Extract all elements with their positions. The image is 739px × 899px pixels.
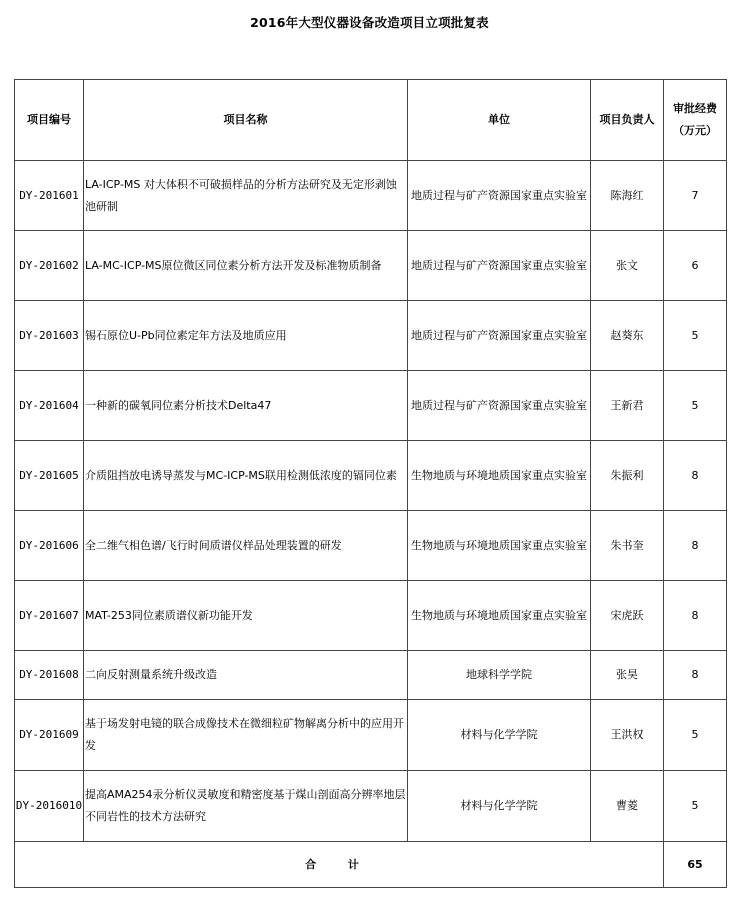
project-name: 锡石原位U-Pb同位素定年方法及地质应用: [84, 301, 408, 371]
header-code: 项目编号: [15, 80, 84, 161]
project-code: DY-201608: [15, 651, 84, 700]
project-name: 二向反射测量系统升级改造: [84, 651, 408, 700]
project-fund: 8: [664, 441, 727, 511]
header-row: [15, 80, 727, 161]
project-fund: 6: [664, 231, 727, 301]
project-leader: 朱振利: [591, 441, 664, 511]
header-unit: 单位: [408, 80, 591, 161]
project-fund: 8: [664, 651, 727, 700]
project-leader: 朱书奎: [591, 511, 664, 581]
table-row: [15, 441, 727, 511]
project-name: 提高AMA254汞分析仪灵敏度和精密度基于煤山剖面高分辨率地层不同岩性的技术方法研究: [84, 771, 408, 842]
project-code: DY-201607: [15, 581, 84, 651]
project-fund: 8: [664, 581, 727, 651]
project-name: 介质阻挡放电诱导蒸发与MC-ICP-MS联用检测低浓度的镉同位素: [84, 441, 408, 511]
project-code: DY-201605: [15, 441, 84, 511]
project-unit: 地质过程与矿产资源国家重点实验室: [408, 371, 591, 441]
table-row: [15, 371, 727, 441]
project-unit: 地质过程与矿产资源国家重点实验室: [408, 231, 591, 301]
project-leader: 张昊: [591, 651, 664, 700]
project-name: 全二维气相色谱/飞行时间质谱仪样品处理装置的研发: [84, 511, 408, 581]
project-unit: 生物地质与环境地质国家重点实验室: [408, 441, 591, 511]
project-unit: 生物地质与环境地质国家重点实验室: [408, 511, 591, 581]
project-unit: 生物地质与环境地质国家重点实验室: [408, 581, 591, 651]
project-code: DY-201604: [15, 371, 84, 441]
table-row: [15, 511, 727, 581]
project-leader: 王洪权: [591, 700, 664, 771]
project-leader: 陈海红: [591, 161, 664, 231]
project-leader: 曹菱: [591, 771, 664, 842]
total-row: [15, 842, 727, 888]
project-leader: 王新君: [591, 371, 664, 441]
page-title: 2016年大型仪器设备改造项目立项批复表: [250, 15, 489, 30]
table-row: [15, 581, 727, 651]
project-unit: 地球科学学院: [408, 651, 591, 700]
project-unit: 地质过程与矿产资源国家重点实验室: [408, 301, 591, 371]
project-leader: 张文: [591, 231, 664, 301]
project-unit: 地质过程与矿产资源国家重点实验室: [408, 161, 591, 231]
header-leader: 项目负责人: [591, 80, 664, 161]
project-fund: 8: [664, 511, 727, 581]
project-fund: 5: [664, 771, 727, 842]
project-name: 一种新的碳氧同位素分析技术Delta47: [84, 371, 408, 441]
project-fund: 5: [664, 371, 727, 441]
table-row: [15, 651, 727, 700]
header-name: 项目名称: [84, 80, 408, 161]
header-fund: [664, 80, 727, 161]
project-code: DY-2016010: [15, 771, 84, 842]
table-row: [15, 161, 727, 231]
project-name: 基于场发射电镜的联合成像技术在微细粒矿物解离分析中的应用开发: [84, 700, 408, 771]
total-value: 65: [664, 842, 727, 888]
project-code: DY-201606: [15, 511, 84, 581]
table-row: [15, 771, 727, 842]
project-unit: 材料与化学学院: [408, 700, 591, 771]
project-code: DY-201603: [15, 301, 84, 371]
project-name: LA-ICP-MS 对大体积不可破损样品的分析方法研究及无定形剥蚀池研制: [84, 161, 408, 231]
project-leader: 赵葵东: [591, 301, 664, 371]
project-leader: 宋虎跃: [591, 581, 664, 651]
approval-table: [14, 79, 727, 888]
header-fund-line1: 审批经费: [673, 102, 717, 115]
table-row: [15, 301, 727, 371]
project-name: LA-MC-ICP-MS原位微区同位素分析方法开发及标准物质制备: [84, 231, 408, 301]
project-code: DY-201601: [15, 161, 84, 231]
project-fund: 7: [664, 161, 727, 231]
project-code: DY-201602: [15, 231, 84, 301]
total-label: 合 计: [15, 842, 664, 888]
table-row: [15, 700, 727, 771]
table-row: [15, 231, 727, 301]
project-unit: 材料与化学学院: [408, 771, 591, 842]
project-fund: 5: [664, 301, 727, 371]
header-fund-line2: （万元）: [673, 124, 717, 137]
project-code: DY-201609: [15, 700, 84, 771]
project-fund: 5: [664, 700, 727, 771]
project-name: MAT-253同位素质谱仪新功能开发: [84, 581, 408, 651]
